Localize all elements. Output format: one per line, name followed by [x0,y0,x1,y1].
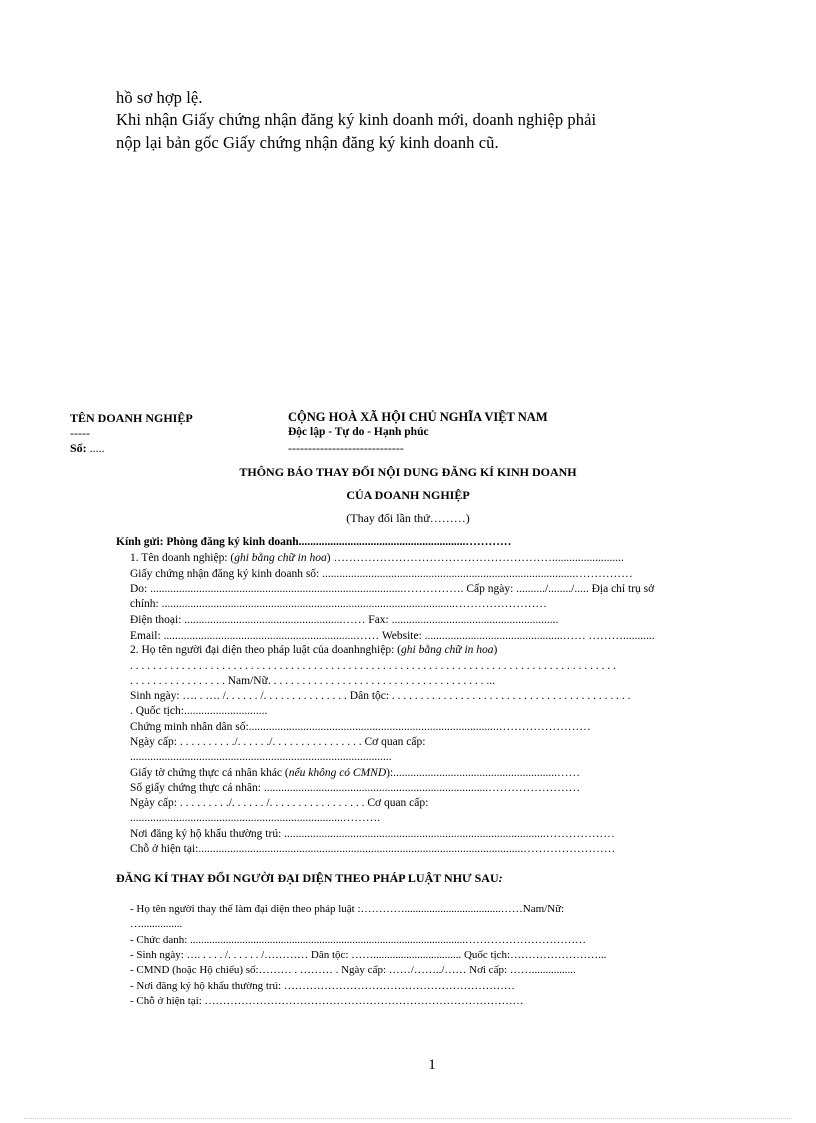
field-legal-rep-suffix: ) [493,644,498,656]
field-new-rep-title: - Chức danh: ....................................................................................................…………………………… [130,934,587,946]
field-gender: . . . . . . . . . . . . . . . . . Nam/Nữ. . . . . . . . . . . . . . . . . . . . . . . . . . . . . . . . . . . . . . ... [130,675,495,687]
field-nationality: . Quốc tịch:............................. [130,705,268,717]
company-name-label: TÊN DOANH NGHIỆP [70,411,193,425]
field-company-name [130,550,624,566]
form-title-line-1: THÔNG BÁO THAY ĐỔI NỘI DUNG ĐĂNG KÍ KINH DOANH [239,465,577,479]
field-other-id [130,765,580,781]
field-issuing-agency-dots-1: ........................................................................................... [130,751,392,763]
company-dashes: ----- [70,426,90,440]
field-new-rep-birth: - Sinh ngày: …. . . . . /. . . . . . /………… Dân tộc: ……................................ Quốc tịch:……………………... [130,949,607,961]
field-company-name-note: ghi bằng chữ in hoa [234,552,327,564]
motto: Độc lập - Tự do - Hạnh phúc [288,426,429,438]
form-title-revision: (Thay đổi lần thứ………) [346,511,470,525]
field-id-card: Chứng minh nhân dân số:.......................................................................................…………………… [130,721,591,733]
so-value: ..... [89,441,105,455]
field-issued-by: Do: ........................................................................................……………. Cấp ngày: ........../......../..... Địa chỉ trụ sở [130,583,655,595]
field-phone-fax: Điện thoại: .......................................................…… Fax: .......................................................... [130,614,559,626]
field-new-rep-current-address: - Chỗ ở hiện tại: …………………………………………………………………………… [130,995,524,1007]
section-heading-text: ĐĂNG KÍ THAY ĐỔI NGƯỜI ĐẠI DIỆN THEO PHÁP LUẬT NHƯ SAU [116,871,499,885]
field-other-id-number: Số giấy chứng thực cá nhân: ..............................................................................…………………… [130,782,581,794]
form-title-line-2: CỦA DOANH NGHIỆP [346,488,470,502]
page-bottom-divider [24,1118,792,1119]
page-number: 1 [428,1057,436,1073]
document-number [70,441,105,456]
kinh-gui: Kính gửi: Phòng đăng ký kinh doanh..........................................................………… [116,536,512,548]
field-other-id-prefix: Giấy tờ chứng thực cá nhân khác ( [130,767,289,779]
nation-heading: CỘNG HOÀ XÃ HỘI CHỦ NGHĨA VIỆT NAM [288,410,548,424]
field-other-id-note: nếu không có CMND [288,767,387,779]
field-issuing-agency-dots-2: ..........................................................................………. [130,812,381,824]
field-issue-date-1: Ngày cấp: . . . . . . . . . ./. . . . . ./. . . . . . . . . . . . . . . . Cơ quan cấp: [130,736,426,748]
field-birth-ethnicity: Sinh ngày: …. . …. /. . . . . . /. . . . . . . . . . . . . . . Dân tộc: . . . . . . . . . . . . . . . . . . . . . . . . . . . . . . . . . . . . . . . . . . [130,690,631,702]
field-new-rep-name: - Họ tên người thay thế làm đại diện theo pháp luật :…………...................................……Nam/Nữ: [130,903,565,915]
field-new-rep-id: - CMND (hoặc Hộ chiếu) số:……… . ……… . Ngày cấp: ……/……../…… Nơi cấp: ……................ [130,964,576,976]
intro-line-1: hồ sơ hợp lệ. [116,88,203,107]
field-head-office: chính: ......................................................................................................…………………… [130,598,547,610]
so-label: Số: [70,441,87,455]
field-issue-date-2: Ngày cấp: . . . . . . . . ./. . . . . . /. . . . . . . . . . . . . . . . . Cơ quan cấp: [130,797,429,809]
field-registration-cert: Giấy chứng nhận đăng ký kinh doanh số: ........................................................................................…………… [130,568,633,580]
field-company-name-suffix: ) …………………………………………………......................... [326,552,624,564]
field-email-website: Email: ...................................................................…… Website: ................................................…… ………........... [130,630,655,642]
field-other-id-suffix: ):.........................................................…… [386,767,581,779]
field-company-name-prefix: 1. Tên doanh nghiệp: ( [130,552,235,564]
field-new-rep-name-dots: …............... [130,918,183,930]
intro-line-2: Khi nhận Giấy chứng nhận đăng ký kinh doanh mới, doanh nghiệp phải [116,110,597,129]
field-legal-rep-dots: . . . . . . . . . . . . . . . . . . . . . . . . . . . . . . . . . . . . . . . . . . . . . . . . . . . . . . . . . . . . . . . . . . . . . . . . . . . . . . . . . . . . . [130,660,616,672]
field-permanent-residence: Nơi đăng ký hộ khẩu thường trú: ...........................................................................................……………… [130,828,615,840]
motto-underline: ----------------------------- [288,441,404,455]
field-legal-rep-prefix: 2. Họ tên người đại diện theo pháp luật của doanhnghiệp: ( [130,644,401,656]
field-new-rep-residence: - Nơi đăng ký hộ khẩu thường trú: ……………………………………………………… [130,980,515,992]
field-current-residence: Chỗ ở hiện tại:.................................................................................................................…………………… [130,843,616,855]
section-change-legal-rep-heading [116,871,503,886]
field-legal-rep [130,642,497,658]
field-legal-rep-note: ghi bằng chữ in hoa [401,644,494,656]
section-heading-colon: : [498,871,503,885]
intro-line-3: nộp lại bản gốc Giấy chứng nhận đăng ký kinh doanh cũ. [116,133,499,152]
